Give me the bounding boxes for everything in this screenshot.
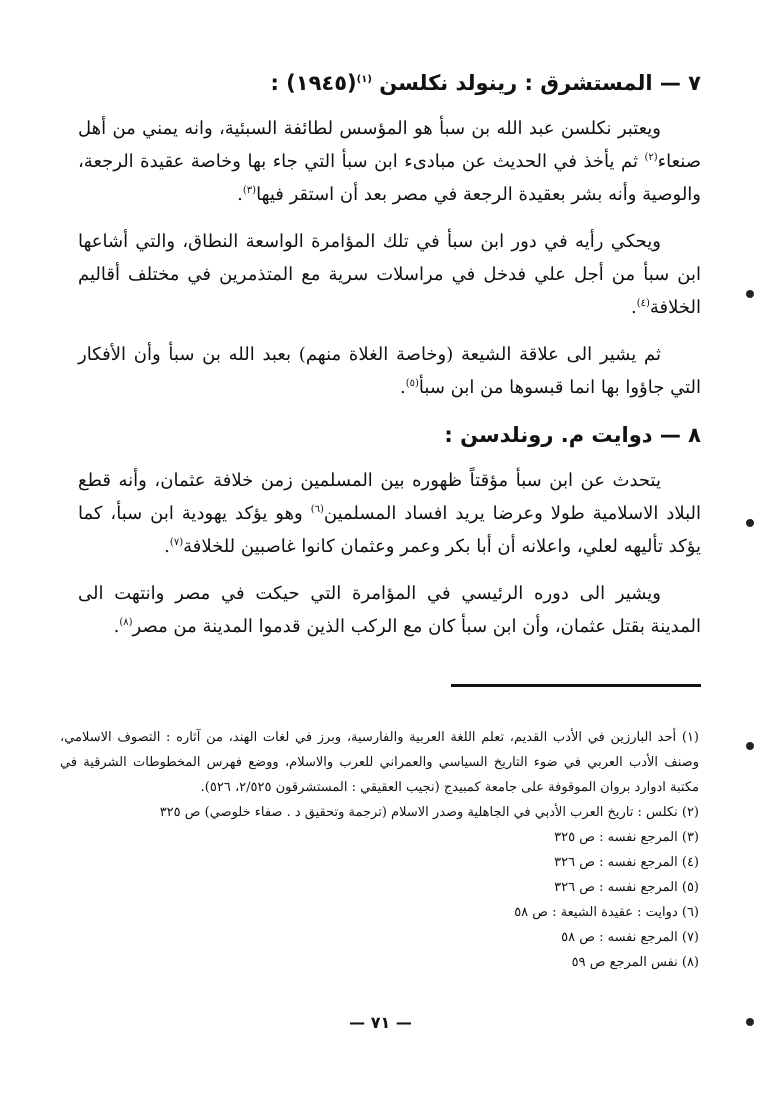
paragraph: ويحكي رأيه في دور ابن سبأ في تلك المؤامرة الواسعة النطاق، والتي أشاعها ابن سبأ من أجل علي فدخل في مراسلات سرية مع المتذمرين في مختلف أقاليم الخلافة$^{(٤)}$. bbox=[78, 231, 701, 318]
footnote-ref: (٥) bbox=[405, 378, 419, 389]
footnote-ref: (٤) bbox=[636, 298, 650, 309]
footnote-3: (٣) المرجع نفسه : ص ٣٢٥ bbox=[554, 830, 699, 845]
binding-hole-mark bbox=[746, 1018, 754, 1026]
footnote-8: (٨) نفس المرجع ص ٥٩ bbox=[571, 955, 699, 970]
footnote-1: (١) أحد البارزين في الأدب القديم، تعلم اللغة العربية والفارسية، وبرز في لغات الهند، من آثاره : التصوف الاسلامي، وصنف الأدب العربي في ضوء التاريخ السياسي والعمراني للعرب والاسلام، ووضع فهرس المخطوطات الشرقية في مكتبة ادوارد بروان الموقوفة على جامعة كمبيدج (نجيب العقيقي : المستشرقون ٢/٥٢٥، ٥٢٦). bbox=[60, 730, 699, 795]
binding-hole-mark bbox=[746, 742, 754, 750]
footnotes bbox=[60, 725, 699, 975]
section-7-heading bbox=[78, 66, 701, 100]
paragraph: ويشير الى دوره الرئيسي في المؤامرة التي حيكت في مصر وانتهت الى المدينة بقتل عثمان، وأن ابن سبأ كان مع الركب الذين قدموا المدينة من مصر$^{(٨)}$. bbox=[78, 583, 701, 637]
footnote-ref: (٨) bbox=[119, 617, 133, 628]
binding-hole-mark bbox=[746, 290, 754, 298]
main-text bbox=[78, 66, 701, 657]
binding-hole-mark bbox=[746, 519, 754, 527]
footnote-ref: (١) bbox=[356, 74, 372, 85]
footnote-ref: (٧) bbox=[169, 537, 184, 548]
paragraph: ثم يشير الى علاقة الشيعة (وخاصة الغلاة منهم) بعبد الله بن سبأ وأن الأفكار التي جاؤوا بها انما قبسوها من ابن سبأ$^{(٥)}$. bbox=[78, 344, 701, 398]
footnote-ref: (٢) bbox=[644, 152, 658, 163]
footnote-7: (٧) المرجع نفسه : ص ٥٨ bbox=[561, 930, 699, 945]
footnote-ref: (٣) bbox=[242, 185, 257, 196]
footnote-5: (٥) المرجع نفسه : ص ٣٢٦ bbox=[554, 880, 699, 895]
heading-year: (١٩٤٥) : bbox=[270, 71, 357, 95]
section-8-heading: ٨ — دوايت م. رونلدسن : bbox=[444, 423, 701, 447]
footnote-4: (٤) المرجع نفسه : ص ٣٢٦ bbox=[554, 855, 699, 870]
footnote-6: (٦) دوايت : عقيدة الشيعة : ص ٥٨ bbox=[514, 905, 699, 920]
footnote-separator bbox=[451, 684, 701, 687]
paragraph: يتحدث عن ابن سبأ مؤقتاً ظهوره بين المسلمين زمن خلافة عثمان، وأنه قطع البلاد الاسلامية طولا وعرضا يريد افساد المسلمين$^{(٦)}$ وهو يؤكد يهودية ابن سبأ، كما يؤكد تأليهه لعلي، واعلانه أن أبا بكر وعمر وعثمان كانوا غاصبين للخلافة$^{(٧)}$. bbox=[78, 470, 701, 557]
footnote-2: (٢) نكلس : تاريخ العرب الأدبي في الجاهلية وصدر الاسلام (ترجمة وتحقيق د . صفاء خلوصي) ص ٣٢٥ bbox=[159, 805, 699, 820]
heading-text: ٧ — المستشرق : رينولد نكلسن bbox=[379, 71, 701, 95]
paragraph: ويعتبر نكلسن عبد الله بن سبأ هو المؤسس لطائفة السبئية، وانه يمني من أهل صنعاء$^{(٢)}$ ثم يأخذ في الحديث عن مبادىء ابن سبأ التي جاء بها وخاصة عقيدة الرجعة، والوصية وأنه بشر بعقيدة الرجعة في مصر بعد أن استقر فيها$^{(٣)}$. bbox=[78, 118, 701, 205]
footnote-ref: (٦) bbox=[310, 504, 324, 515]
page-number: — ٧١ — bbox=[349, 1013, 412, 1032]
